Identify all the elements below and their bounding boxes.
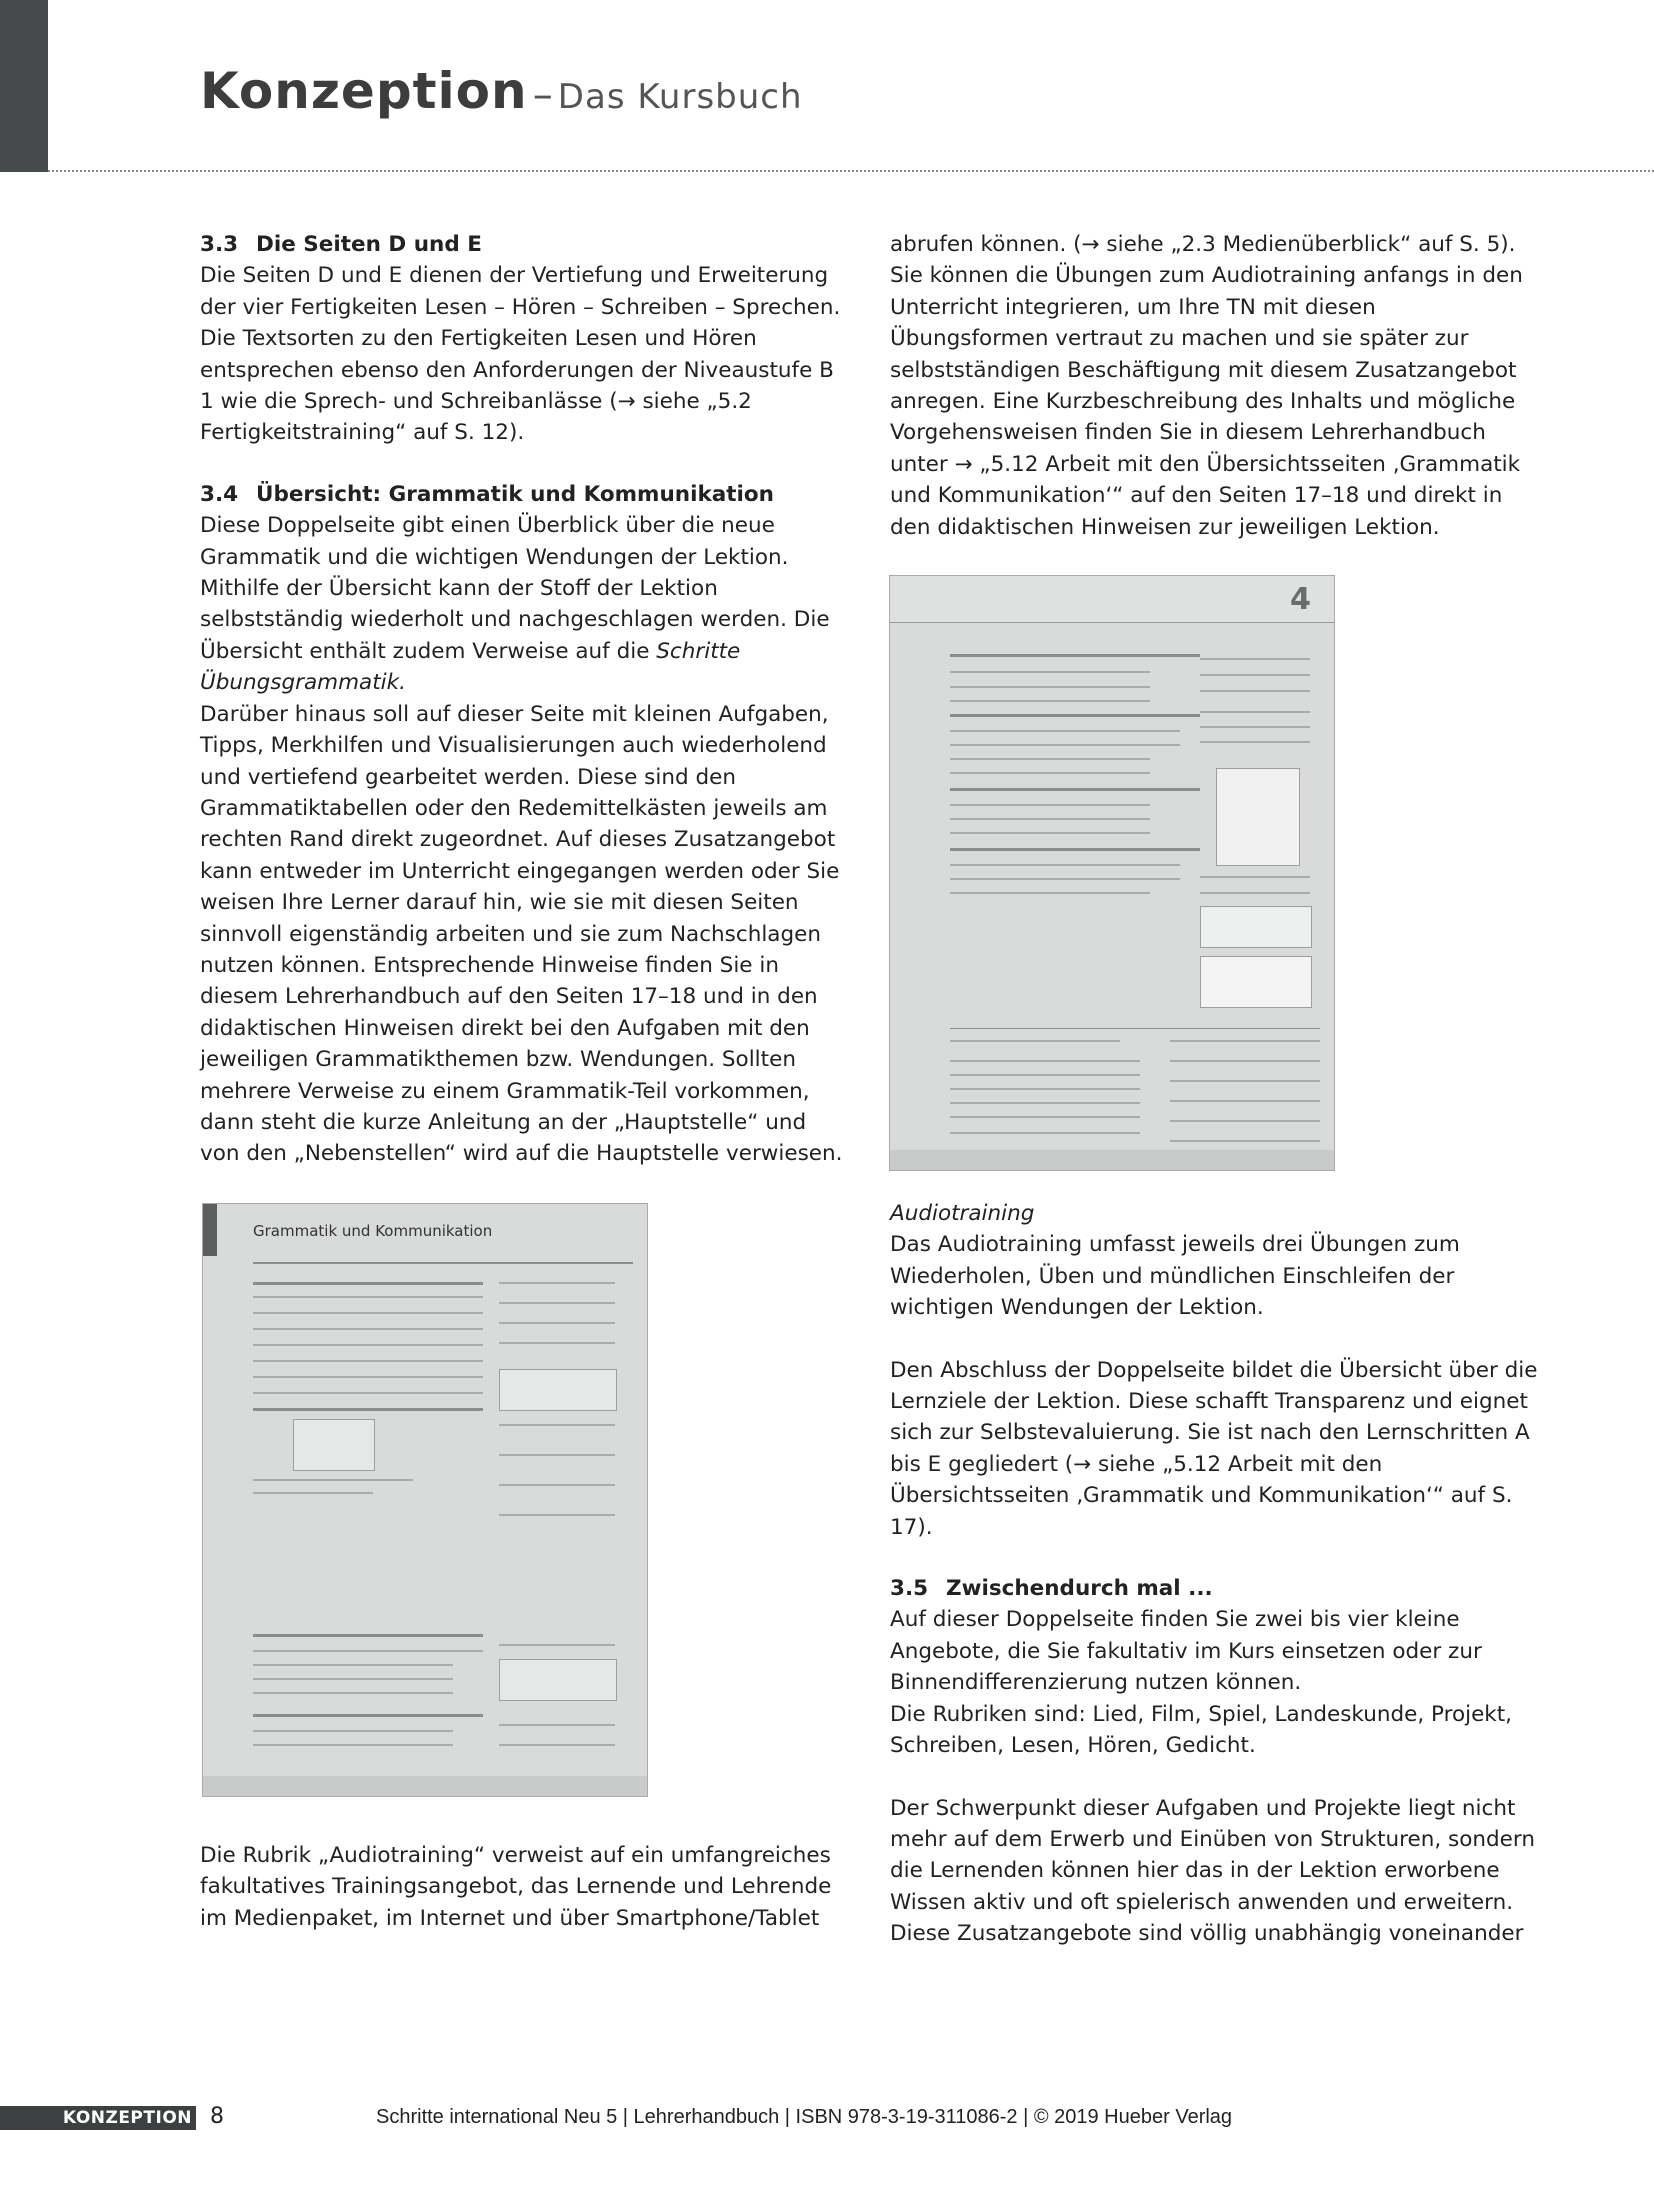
- section-number: 3.4: [200, 481, 239, 507]
- section-3-4-text-3: Die Rubrik „Audiotraining“ verweist auf ein umfangreiches fakultatives Trainingsangebot, das Lernende und Lehrende im Medienpaket, im Internet und über Smartphone/Tablet: [200, 1843, 832, 1931]
- book-title: Schritte Übungsgrammatik.: [200, 638, 741, 696]
- section-3-5-heading: [890, 1573, 1540, 1604]
- section-3-5-text-1: Auf dieser Doppelseite finden Sie zwei bis vier kleine Angebote, die Sie fakultativ im Kurs einsetzen oder zur Binnendifferenzierung nutzen können.: [890, 1607, 1482, 1696]
- right-column-bottom: [890, 1198, 1540, 1950]
- left-column-bottom: [200, 1840, 850, 1934]
- lesson-number: 4: [1290, 582, 1311, 617]
- audiotraining-text-1: abrufen können. (→ siehe „2.3 Medienüberblick“ auf S. 5). Sie können die Übungen zum Audiotraining anfangs in den Unterricht integrieren, um Ihre TN mit diesen Übungsformen vertraut zu machen und sie später zur selbstständigen Beschäftigung mit diesem Zusatzangebot anregen. Eine Kurzbeschreibung des Inhalts und mögliche Vorgehensweisen finden Sie in diesem Lehrerhandbuch unter → „5.12 Arbeit mit den Übersichtsseiten ‚Grammatik und Kommunikation‘“ auf den Seiten 17–18 und direkt in den didaktischen Hinweisen zur jeweiligen Lektion.: [890, 232, 1523, 540]
- lesson-page-thumbnail: [889, 575, 1335, 1171]
- section-3-4-text-1: Diese Doppelseite gibt einen Überblick über die neue Grammatik und die wichtigen Wendungen der Lektion. Mithilfe der Übersicht kann der Stoff der Lektion selbstständig wiederholt und nachgeschlagen werden. Die Übersicht enthält zudem Verweise auf die Schritte Übungsgrammatik.: [200, 513, 830, 696]
- section-3-5-text-2: Die Rubriken sind: Lied, Film, Spiel, Landeskunde, Projekt, Schreiben, Lesen, Hören, Gedicht.: [890, 1701, 1513, 1759]
- section-3-3-heading: [200, 229, 850, 260]
- right-column-top: [890, 229, 1540, 543]
- thumbnail-title: Grammatik und Kommunikation: [253, 1222, 493, 1240]
- section-3-3-text: Die Seiten D und E dienen der Vertiefung und Erweiterung der vier Fertigkeiten Lesen – Hören – Schreiben – Sprechen. Die Textsorten zu den Fertigkeiten Lesen und Hören entsprechen ebenso den Anforderungen der Niveaustufe B 1 wie die Sprech- und Schreibanlässe (→ siehe „5.2 Fertigkeitstraining“ auf S. 12).: [200, 263, 841, 446]
- section-number: 3.5: [890, 1576, 929, 1602]
- footer-section-label: KONZEPTION: [0, 2106, 196, 2130]
- page-title: Konzeption: [200, 62, 528, 120]
- left-column: [200, 229, 850, 1170]
- thumbnail-tab: [203, 1204, 217, 1256]
- header-divider: [48, 170, 1654, 172]
- illustration-placeholder: [1216, 768, 1300, 866]
- section-3-4-text-2: Darüber hinaus soll auf dieser Seite mit kleinen Aufgaben, Tipps, Merkhilfen und Visualisierungen auch wiederholend und vertiefend gearbeitet werden. Diese sind den Grammatiktabellen oder den Redemittelkästen jeweils am rechten Rand direkt zugeordnet. Auf dieses Zusatzangebot kann entweder im Unterricht eingegangen werden oder Sie weisen Ihre Lerner darauf hin, wie sie mit diesen Seiten sinnvoll eigenständig arbeiten und sie zum Nachschlagen nutzen können. Entsprechende Hinweise finden Sie in diesem Lehrerhandbuch auf den Seiten 17–18 und in den didaktischen Hinweisen direkt bei den Aufgaben mit den jeweiligen Grammatikthemen bzw. Wendungen. Sollten mehrere Verweise zu einem Grammatik-Teil vorkommen, dann steht die kurze Anleitung an der „Hauptstelle“ und von den „Nebenstellen“ wird auf die Hauptstelle verwiesen.: [200, 701, 843, 1167]
- section-3-4-heading: [200, 479, 850, 510]
- audiotraining-text-2: Das Audiotraining umfasst jeweils drei Übungen zum Wiederholen, Üben und mündlichen Einschleifen der wichtigen Wendungen der Lektion.: [890, 1232, 1460, 1321]
- thumbnail-caption: Audiotraining: [890, 1201, 1035, 1226]
- section-3-5-text-3: Der Schwerpunkt dieser Aufgaben und Projekte liegt nicht mehr auf dem Erwerb und Einüben von Strukturen, sondern die Lernenden können hier das in der Lektion erworbene Wissen aktiv und oft spielerisch anwenden und erweitern. Diese Zusatzangebote sind völlig unabhängig voneinander: [890, 1795, 1535, 1947]
- section-title: Die Seiten D und E: [256, 232, 482, 257]
- section-title: Übersicht: Grammatik und Kommunikation: [256, 481, 774, 507]
- page-header: [200, 62, 803, 120]
- grammar-page-thumbnail: [202, 1203, 648, 1797]
- section-title: Zwischendurch mal ...: [946, 1576, 1213, 1602]
- footer-publication-info: Schritte international Neu 5 | Lehrerhandbuch | ISBN 978-3-19-311086-2 | © 2019 Hueber Verlag: [376, 2106, 1233, 2128]
- lernziele-text: Den Abschluss der Doppelseite bildet die Übersicht über die Lernziele der Lektion. Diese schafft Transparenz und eignet sich zur Selbstevaluierung. Sie ist nach den Lernschritten A bis E gegliedert (→ siehe „5.12 Arbeit mit den Übersichtsseiten ‚Grammatik und Kommunikation‘“ auf S. 17).: [890, 1357, 1538, 1540]
- title-separator: –: [532, 72, 553, 118]
- page-subtitle: Das Kursbuch: [557, 77, 803, 117]
- sidebar-bar: [0, 0, 48, 172]
- section-number: 3.3: [200, 232, 239, 257]
- page-number: 8: [210, 2104, 224, 2129]
- page-footer: [0, 2106, 1654, 2130]
